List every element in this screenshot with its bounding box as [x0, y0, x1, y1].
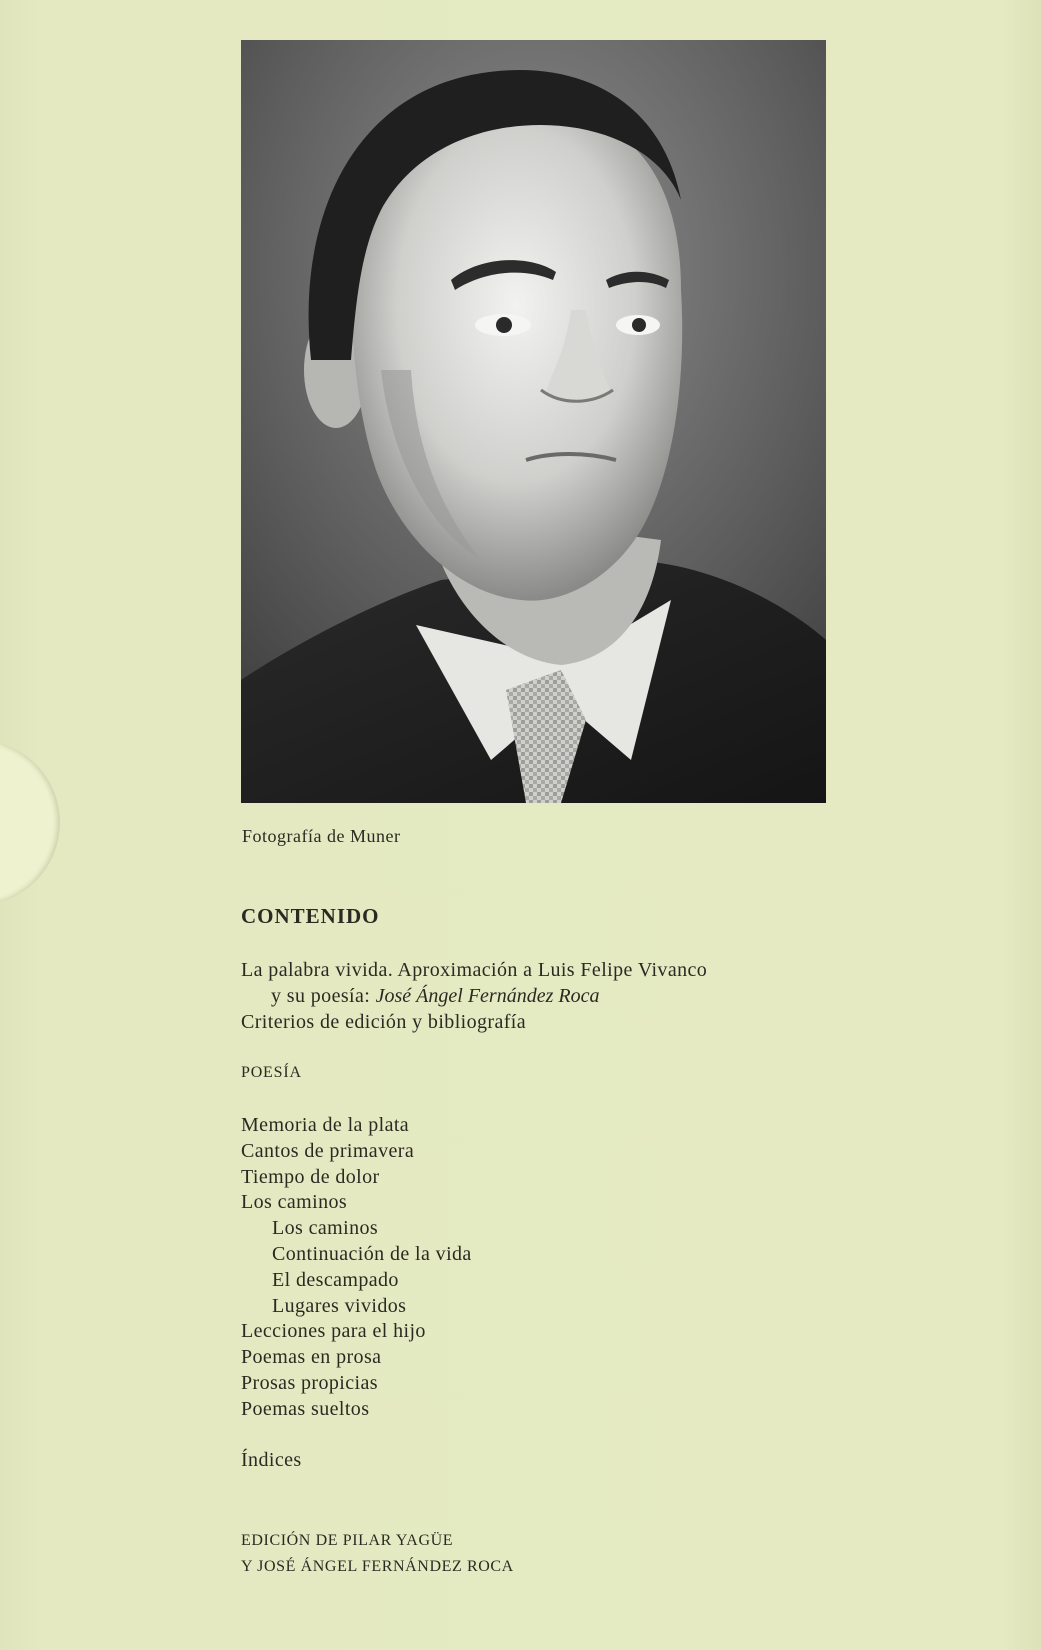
list-item: Prosas propicias [241, 1371, 378, 1394]
intro-line: Criterios de edición y bibliografía [241, 1011, 527, 1033]
list-item: Poemas sueltos [241, 1397, 370, 1420]
contents-heading: CONTENIDO [241, 904, 380, 928]
list-item: Cantos de primavera [241, 1139, 415, 1162]
intro-line: La palabra vivida. Aproximación a Luis Felipe Vivanco [241, 959, 708, 981]
list-subitem: Los caminos [272, 1217, 379, 1240]
photo-caption: Fotografía de Muner [242, 826, 401, 846]
credits-line: EDICIÓN DE PILAR YAGÜE [241, 1532, 454, 1549]
portrait-illustration [241, 40, 826, 803]
contents-list [241, 1113, 472, 1423]
author-portrait-photo [241, 40, 826, 803]
contents-intro [241, 957, 707, 1035]
intro-line-indented [241, 983, 707, 1009]
list-item: Lecciones para el hijo [241, 1320, 426, 1343]
list-item: Poemas en prosa [241, 1346, 382, 1369]
list-item: Los caminos [241, 1191, 348, 1214]
list-subitem: El descampado [272, 1268, 399, 1291]
indices-entry: Índices [241, 1449, 302, 1471]
list-subitem: Continuación de la vida [272, 1242, 472, 1265]
intro-prefix: y su poesía: [271, 985, 371, 1007]
edition-credits [241, 1528, 514, 1580]
intro-author: José Ángel Fernández Roca [375, 985, 600, 1007]
list-item: Memoria de la plata [241, 1114, 410, 1136]
list-subitem: Lugares vividos [272, 1294, 407, 1317]
section-label-poesia: POESÍA [241, 1064, 302, 1081]
credits-line: Y JOSÉ ÁNGEL FERNÁNDEZ ROCA [241, 1558, 514, 1575]
list-item: Tiempo de dolor [241, 1165, 380, 1188]
